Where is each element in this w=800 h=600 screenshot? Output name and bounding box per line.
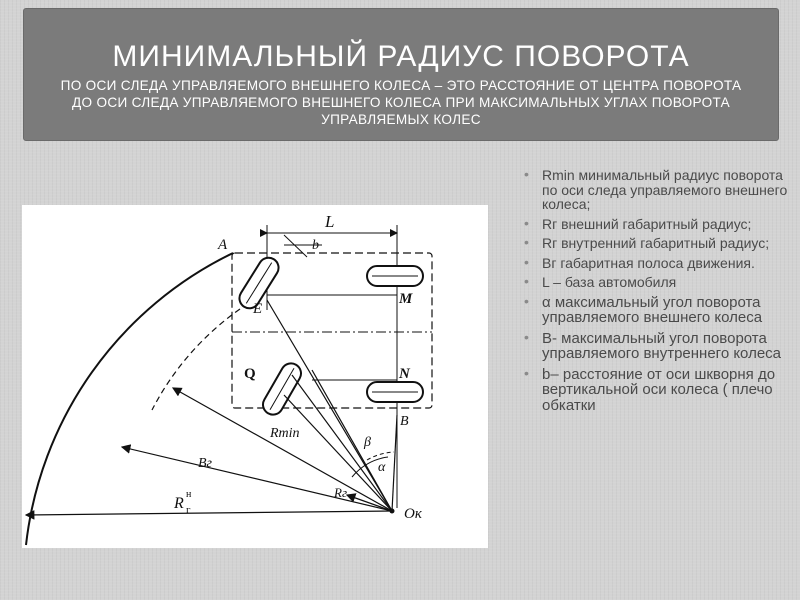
label-Rr-outer-sup: н [186,489,192,500]
definition-item [524,328,796,362]
bullet-icon: • [524,234,529,250]
bullet-icon: • [524,214,529,231]
definitions-list [524,168,796,418]
label-L: L [325,212,335,231]
label-B: B [400,414,409,429]
label-Br: Bг [198,456,213,471]
outer-arc [26,253,233,545]
label-Rr-outer: R [174,495,184,512]
definition-text: Rmin минимальный радиус поворота по оси следа управляемого внешнего колеса; [542,167,788,212]
definition-item [524,275,796,290]
label-b: b [312,238,319,253]
label-Rr-inner: Rг [334,485,348,500]
label-E: E [253,301,263,317]
slide-subtitle: ПО ОСИ СЛЕДА УПРАВЛЯЕМОГО ВНЕШНЕГО КОЛЕСА – ЭТО РАССТОЯНИЕ ОТ ЦЕНТРА ПОВОРОТА ДО ОСИ СЛЕДА УПРАВЛЯЕМОГО ВНЕШНЕГО КОЛЕСА ПРИ МАКСИМАЛЬНЫХ УГЛАХ ПОВОРОТА УПРАВЛЯЕМЫХ КОЛЕС [60,78,742,127]
bullet-icon: • [524,273,529,289]
label-M: M [399,291,413,307]
turn-center-point [390,509,395,514]
definition-item [524,168,796,212]
label-A: A [218,237,228,253]
definition-text: Rг внешний габаритный радиус; [542,215,752,232]
label-Q: Q [244,366,256,382]
bullet-icon: • [524,166,529,182]
definition-text: В- максимальный угол поворота управляемого внутреннего колеса [542,329,782,362]
label-N: N [399,366,410,382]
turning-radius-diagram [22,205,488,548]
definition-item [524,292,796,326]
diagram-svg [22,205,488,548]
definition-text: L – база автомобиля [542,274,677,290]
definition-text: α максимальный угол поворота управляемого внешнего колеса [542,293,763,326]
slide-title: МИНИМАЛЬНЫЙ РАДИУС ПОВОРОТА [112,40,690,73]
bullet-icon: • [524,328,529,345]
definition-item [524,364,796,414]
definition-text: Вг габаритная полоса движения. [542,254,755,271]
label-Ok: Oк [404,506,422,522]
definition-item [524,236,796,251]
title-box [23,8,779,141]
radius-to-B [392,415,397,511]
definition-text: Rг внутренний габаритный радиус; [542,235,770,251]
definition-item [524,214,796,232]
label-alpha: α [378,460,386,475]
label-beta: β [364,435,371,450]
bullet-icon: • [524,364,529,381]
label-Rr-outer-sub: г [186,504,191,516]
label-Rmin: Rmin [270,426,300,441]
bullet-icon: • [524,292,529,309]
definition-item [524,253,796,271]
bullet-icon: • [524,253,529,270]
inner-dashed-arc [152,309,240,410]
radius-Rr [26,511,392,515]
definition-text: b– расстояние от оси шкворня до вертикальной оси колеса ( плечо обкатки [542,365,776,414]
